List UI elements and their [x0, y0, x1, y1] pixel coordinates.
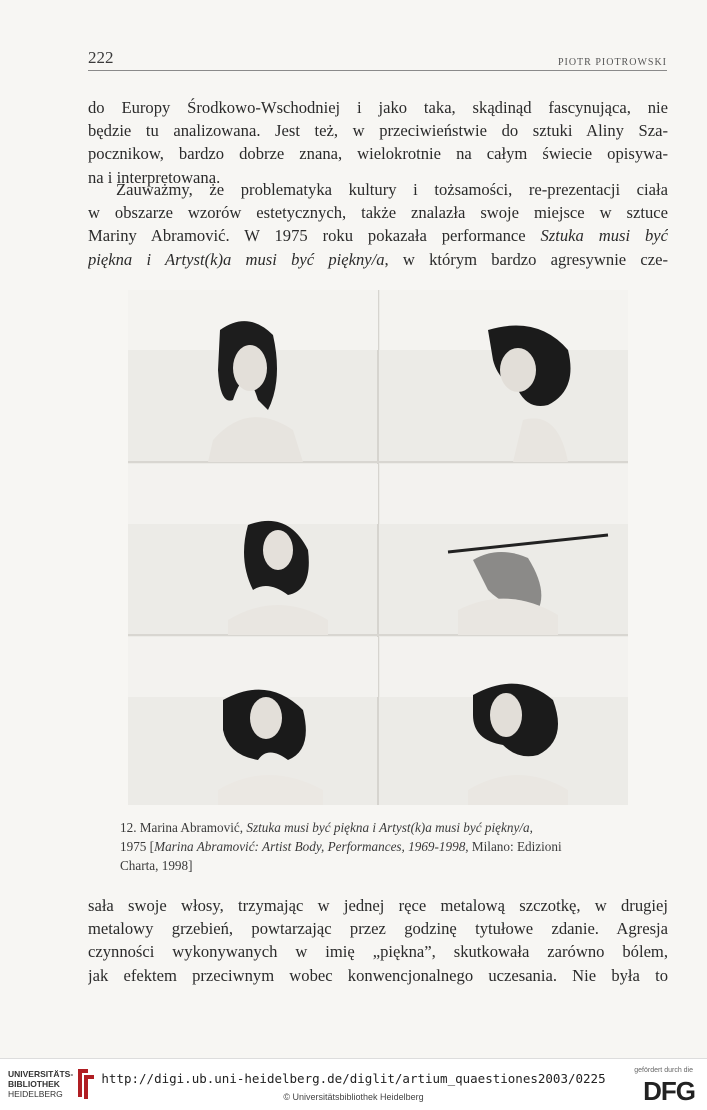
text-line: sała swoje włosy, trzymając w jednej ręce metalową szczotkę, w drugiej: [88, 896, 668, 915]
running-head: PIOTR PIOTROWSKI: [557, 57, 667, 68]
caption-source-title: Marina Abramović: Artist Body, Performances, 1969-1998: [154, 839, 466, 854]
text-line: będzie tu analizowana. Jest też, w przeciwieństwie do sztuki Aliny Sza-: [88, 121, 668, 141]
text-line: jak efektem przeciwnym wobec konwencjonalnego uczesania. Nie była to: [88, 965, 668, 985]
caption-line: Charta, 1998]: [120, 858, 193, 873]
funding-note: gefördert durch die: [634, 1067, 693, 1074]
text-line: [88, 248, 668, 271]
artwork-title: piękna i Artyst(k)a musi być piękny/a: [88, 249, 385, 269]
figure-caption: [120, 818, 650, 875]
caption-title: Sztuka musi być piękna i Artyst(k)a musi być piękny/a: [246, 820, 530, 835]
paragraph-3: [88, 894, 668, 987]
header-rule: [88, 70, 667, 71]
text-line: do Europy Środkowo-Wschodniej i jako taka, skądinąd fascynująca, nie: [88, 98, 668, 117]
permalink-url[interactable]: http://digi.ub.uni-heidelberg.de/diglit/artium_quaestiones2003/0225: [101, 1071, 606, 1086]
figure-photo-grid: [128, 290, 628, 805]
caption-span: 1975 [: [120, 839, 155, 854]
text-line: metalowy grzebień, powtarzając przez godzinę tytułowe zdanie. Agresja: [88, 919, 668, 939]
text-span: , w którym bardzo agresywnie cze-: [384, 249, 668, 269]
caption-span: , Milano: Edizioni: [465, 839, 562, 854]
text-line: w obszarze wzorów estetycznych, także znalazła swoje miejsce w sztuce: [88, 203, 668, 223]
artwork-title: Sztuka musi być: [540, 226, 668, 246]
paragraph-2: [88, 178, 668, 271]
text-line: Zauważmy, że problematyka kultury i tożsamości, re-prezentacji ciała: [116, 180, 668, 199]
library-name-line: UNIVERSITÄTS-: [8, 1069, 74, 1079]
caption-line: [120, 837, 650, 856]
text-span: Mariny Abramović. W 1975 roku pokazała performance: [88, 226, 541, 246]
dfg-logo: DFG: [643, 1076, 695, 1106]
digitization-footer: [0, 1058, 707, 1110]
caption-line: [120, 818, 650, 837]
page-number: 222: [88, 48, 114, 67]
text-line: czynności wykonywanych w imię „piękna”, skutkowała zarówno bólem,: [88, 942, 668, 962]
library-name-line: BIBLIOTHEK: [8, 1079, 60, 1089]
paragraph-1: [88, 96, 668, 189]
library-name-line: HEIDELBERG: [8, 1089, 63, 1099]
photo-grid-image: [128, 290, 628, 805]
text-line: [88, 224, 668, 247]
text-line: pocznikow, bardzo dobrze znana, wielokrotnie na całym świecie opisywa-: [88, 144, 668, 164]
caption-span: ,: [529, 820, 533, 835]
copyright-notice: © Universitätsbibliothek Heidelberg: [283, 1092, 424, 1102]
caption-span: 12. Marina Abramović,: [120, 820, 247, 835]
text-line: na i interpretowana.: [88, 167, 221, 187]
